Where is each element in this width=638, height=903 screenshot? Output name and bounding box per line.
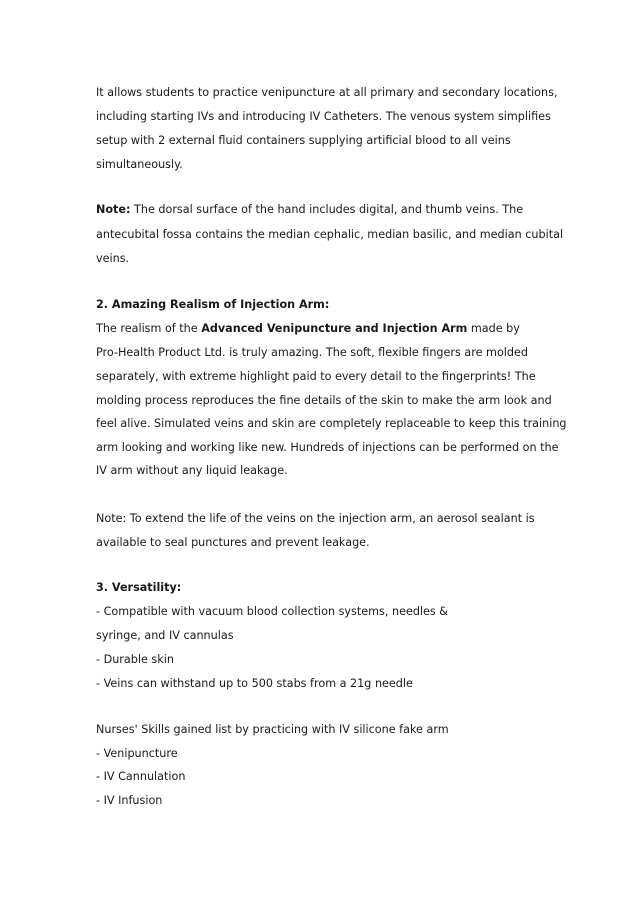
section-3-heading: 3. Versatility: xyxy=(96,581,182,594)
section-2-line-3: separately, with extreme highlight paid to every detail to the fingerprints! The xyxy=(96,370,536,383)
section-3-item-3: - Veins can withstand up to 500 stabs from a 21g needle xyxy=(96,677,413,690)
note-2-line-1: Note: To extend the life of the veins on the injection arm, an aerosol sealant is xyxy=(96,512,535,525)
note-paragraph-1 xyxy=(96,202,523,218)
skills-item-2: - IV Cannulation xyxy=(96,770,186,783)
intro-line-1: It allows students to practice venipuncture at all primary and secondary locations, xyxy=(96,86,558,99)
skills-item-3: - IV Infusion xyxy=(96,794,163,807)
note-line-2: antecubital fossa contains the median cephalic, median basilic, and median cubital xyxy=(96,228,564,241)
section-3-item-1-line-2: syringe, and IV cannulas xyxy=(96,629,234,642)
section-3-item-1-line-1: - Compatible with vacuum blood collection systems, needles & xyxy=(96,605,449,618)
section-2-line-4: molding process reproduces the fine details of the skin to make the arm look and xyxy=(96,394,552,407)
section-2-line-5: feel alive. Simulated veins and skin are completely replaceable to keep this training xyxy=(96,417,567,430)
note-label: Note: xyxy=(96,203,131,216)
skills-intro: Nurses' Skills gained list by practicing with IV silicone fake arm xyxy=(96,723,449,736)
product-name: Advanced Venipuncture and Injection Arm xyxy=(201,322,468,335)
section-2-heading: 2. Amazing Realism of Injection Arm: xyxy=(96,298,330,311)
section-2-line-1-post: made by xyxy=(467,322,520,335)
intro-line-3: setup with 2 external fluid containers supplying artificial blood to all veins xyxy=(96,134,511,147)
section-3-item-2: - Durable skin xyxy=(96,653,174,666)
section-2-line-6: arm looking and working like new. Hundreds of injections can be performed on the xyxy=(96,441,559,454)
note-line-3: veins. xyxy=(96,252,130,265)
note-line-1: The dorsal surface of the hand includes digital, and thumb veins. The xyxy=(130,203,524,216)
section-2-line-2: Pro-Health Product Ltd. is truly amazing. The soft, flexible fingers are molded xyxy=(96,346,528,359)
section-2-line-1-pre: The realism of the xyxy=(96,322,202,335)
skills-item-1: - Venipuncture xyxy=(96,747,178,760)
section-2-line-1 xyxy=(96,321,520,337)
section-2-line-7: IV arm without any liquid leakage. xyxy=(96,464,288,477)
intro-line-2: including starting IVs and introducing IV Catheters. The venous system simplifies xyxy=(96,110,551,123)
intro-line-4: simultaneously. xyxy=(96,158,183,171)
note-2-line-2: available to seal punctures and prevent leakage. xyxy=(96,536,370,549)
